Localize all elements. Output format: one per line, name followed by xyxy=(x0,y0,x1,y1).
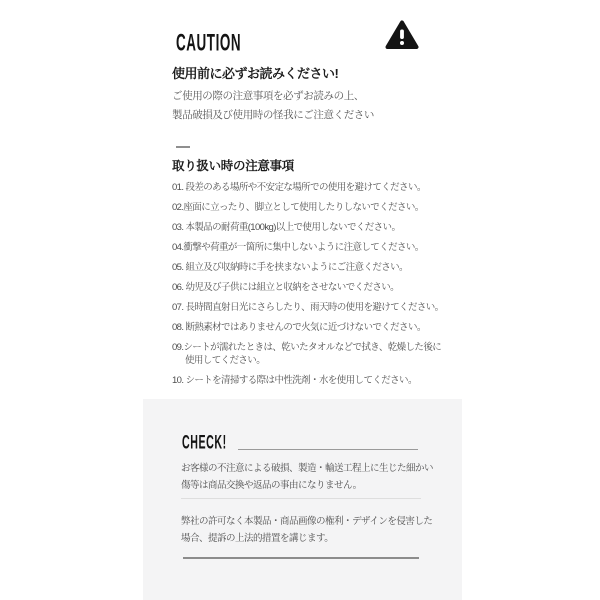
precaution-item-06: 06. 幼児及び子供には組立と収納をさせないでください。 xyxy=(172,282,400,293)
precautions-list xyxy=(172,181,460,394)
read-before-use-heading: 使用前に必ずお読みください! xyxy=(172,66,339,81)
legal-notice-paragraph xyxy=(181,513,432,547)
legal-notice-line-2: 場合、提訴の上法的措置を講じます。 xyxy=(181,533,334,544)
damage-notice-line-1: お客様の不注意による破損、製造・輸送工程上に生じた細かい xyxy=(181,463,434,474)
intro-paragraph xyxy=(172,87,374,125)
precaution-item-05: 05. 組立及び収納時に手を挟まないようにご注意ください。 xyxy=(172,262,408,273)
precautions-heading: 取り扱い時の注意事項 xyxy=(172,159,295,173)
box-divider-light xyxy=(181,498,421,499)
caution-title-text: CAUTION xyxy=(176,29,242,57)
precaution-item-03: 03. 本製品の耐荷重(100kg)以上で使用しないでください。 xyxy=(172,222,401,233)
precaution-item-02: 02.座面に立ったり、脚立として使用したりしないでください。 xyxy=(172,202,424,213)
check-box xyxy=(143,399,462,600)
legal-notice-line-1: 弊社の許可なく本製品・商品画像の権利・デザインを侵害した xyxy=(181,516,433,527)
check-title-rule xyxy=(238,449,418,450)
intro-line-2: 製品破損及び使用時の怪我にご注意ください xyxy=(172,109,374,121)
damage-notice-paragraph xyxy=(181,460,433,494)
damage-notice-line-2: 傷等は商品交換や返品の事由になりません。 xyxy=(181,480,362,491)
caution-title xyxy=(176,29,292,57)
precaution-item-07: 07. 長時間直射日光にさらしたり、雨天時の使用を避けてください。 xyxy=(172,302,444,313)
precaution-item-01: 01. 段差のある場所や不安定な場所での使用を避けてください。 xyxy=(172,182,426,193)
precaution-item-10: 10. シートを清掃する際は中性洗剤・水を使用してください。 xyxy=(172,375,417,386)
precaution-item-09: 09.シートが濡れたときは、乾いたタオルなどで拭き、乾燥した後に xyxy=(172,342,442,353)
box-bottom-rule xyxy=(183,557,419,559)
precaution-item-09-continued: 使用してください。 xyxy=(185,355,266,366)
check-title xyxy=(182,432,262,454)
warning-triangle-icon xyxy=(385,20,419,50)
precaution-item-04: 04.衝撃や荷重が一箇所に集中しないように注意してください。 xyxy=(172,242,424,253)
check-title-text: CHECK! xyxy=(182,432,227,454)
section-divider xyxy=(176,146,190,148)
intro-line-1: ご使用の際の注意事項を必ずお読みの上、 xyxy=(172,90,364,102)
precaution-item-08: 08. 断熱素材ではありませんので火気に近づけないでください。 xyxy=(172,322,426,333)
